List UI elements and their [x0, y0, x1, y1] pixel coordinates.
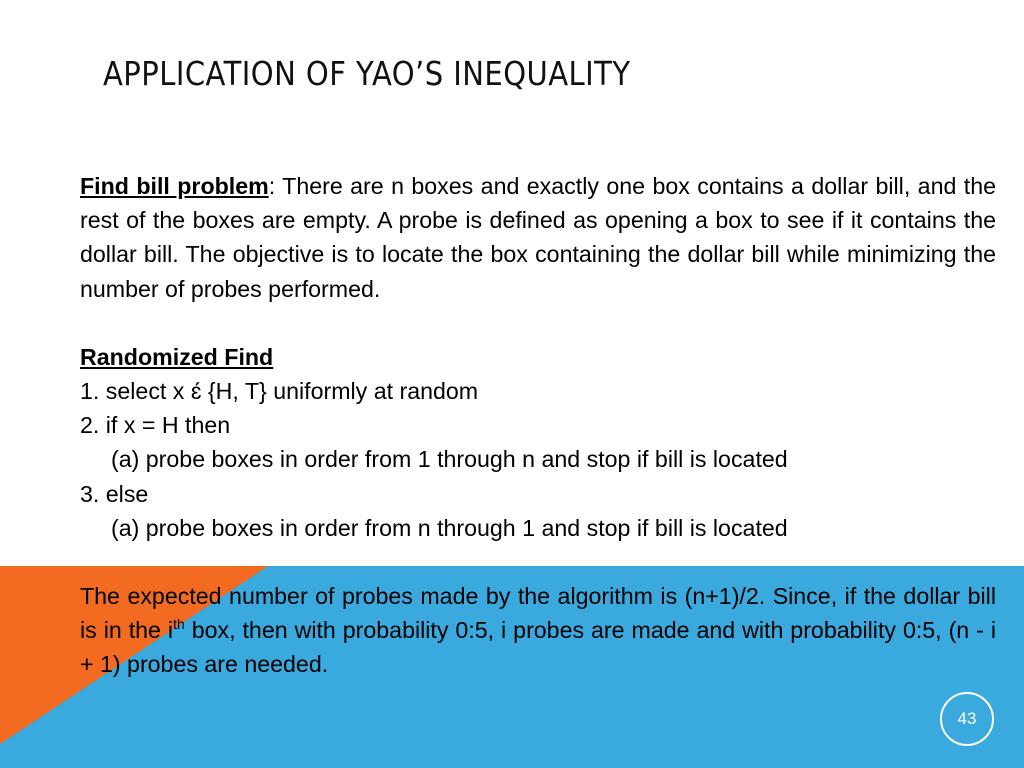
conclusion-text-part1: The expected number of probes made by the algorithm is (n+1)/2. Since, if the dollar bill is in the i [80, 583, 996, 644]
conclusion-text-part2: box, then with probability 0:5, i probes are made and with probability 0:5, (n - i + 1) probes are needed. [80, 617, 996, 678]
problem-text: : There are n boxes and exactly one box contains a dollar bill, and the rest of the boxes are empty. A probe is defined as opening a box to see if it contains the dollar bill. The objective is to locate the box containing the dollar bill while minimizing the number of probes performed. [80, 173, 997, 302]
slide-body [80, 169, 996, 682]
conclusion-superscript: th [173, 616, 185, 633]
algorithm-step: 2. if x = H then [80, 412, 231, 439]
algorithm-substep: (a) probe boxes in order from n through 1 and stop if bill is located [111, 514, 788, 541]
algorithm-step: 1. select x ɛ́ {H, T} uniformly at random [80, 378, 479, 405]
algorithm-substep: (a) probe boxes in order from 1 through n and stop if bill is located [111, 446, 788, 473]
spacer [80, 306, 996, 340]
problem-lead: Find bill problem [80, 173, 269, 199]
conclusion-paragraph [80, 579, 996, 682]
problem-paragraph [80, 169, 996, 306]
algorithm-step: 3. else [80, 480, 149, 507]
page-number-badge [940, 692, 994, 746]
spacer [80, 545, 996, 579]
algorithm-heading: Randomized Find [80, 343, 274, 370]
page-number: 43 [957, 709, 977, 728]
slide-title: APPLICATION OF YAO’S INEQUALITY [103, 54, 631, 93]
